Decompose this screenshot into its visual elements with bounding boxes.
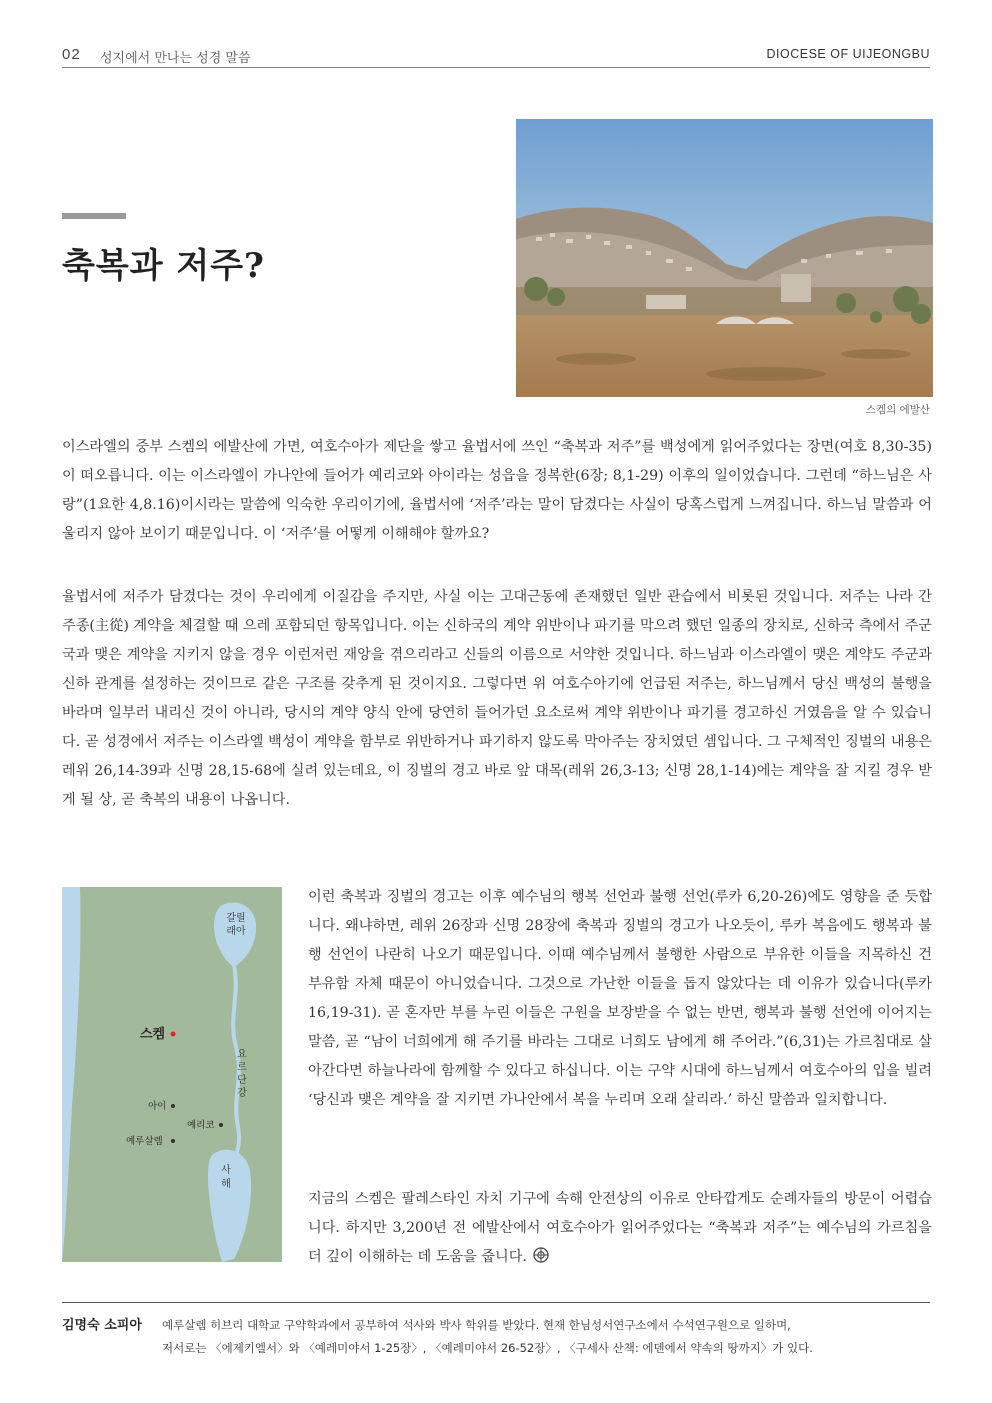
title-accent-bar bbox=[62, 213, 126, 219]
label-galilee-1: 갈릴 bbox=[226, 913, 246, 924]
label-jerusalem: 예루살렘 bbox=[126, 1136, 163, 1147]
section-title: 성지에서 만나는 성경 말씀 bbox=[100, 51, 251, 66]
paragraph-3: 이런 축복과 징벌의 경고는 이후 예수님의 행복 선언과 불행 선언(루카 6,20-26)에도 영향을 준 듯합니다. 왜냐하면, 레위 26장과 신명 28장에 축복과 징벌의 경고가 나오듯이, 루카 복음에도 행복과 불행 선언이 나란히 나오기 때문입니다. 이때 예수님께서 불행한 사람으로 부유한 이들을 지목하신 건 부유함 자체 때문이 아니었습니다. 그것으로 가난한 이들을 돕지 않았다는 데 이유가 있습니다(루카 16,19-31). 곧 혼자만 부를 누린 이들은 구원을 보장받을 수 없는 반면, 행복과 불행 선언에 이어지는 말씀, 곧 “남이 너희에게 해 주기를 바라는 그대로 너희도 남에게 해 주어라.”(6,31)는 가르침대로 살아간다면 하늘나라에 함께할 수 있다고 하십니다. 이는 구약 시대에 하느님께서 여호수아의 입을 빌려 ‘당신과 맺은 계약을 잘 지키면 가나안에서 복을 누리며 오래 살리라.’ 하신 말씀과 일치합니다. bbox=[308, 889, 932, 1108]
author-bio-line-2: 저서로는 〈에제키엘서〉와 〈예레미야서 1-25장〉, 〈예레미야서 26-52장〉, 〈구세사 산책: 에덴에서 약속의 땅까지〉가 있다. bbox=[162, 1341, 813, 1355]
author-name: 김명숙 소피아 bbox=[62, 1318, 142, 1333]
paragraph-4-text: 지금의 스켐은 팔레스타인 자치 기구에 속해 안전상의 이유로 안타깝게도 순례자들의 방문이 어렵습니다. 하지만 3,200년 전 에발산에서 여호수아가 읽어주었다는 “축복과 저주”는 예수님의 가르침을 더 깊이 이해하는 데 도움을 줍니다. bbox=[308, 1191, 932, 1265]
footer-divider bbox=[62, 1302, 930, 1303]
marker-shechem bbox=[171, 1032, 176, 1037]
paragraph-4 bbox=[308, 1185, 932, 1272]
author-bio bbox=[162, 1314, 932, 1360]
label-dead-sea-1: 사 bbox=[221, 1165, 231, 1176]
label-shechem: 스켐 bbox=[140, 1027, 166, 1042]
end-mark-icon bbox=[533, 1247, 549, 1263]
paragraph-2: 율법서에 저주가 담겼다는 것이 우리에게 이질감을 주지만, 사실 이는 고대근동에 존재했던 일반 관습에서 비롯된 것입니다. 저주는 나라 간 주종(主從) 계약을 체결할 때 으레 포함되던 항목입니다. 이는 신하국의 계약 위반이나 파기를 막으려 했던 일종의 장치로, 신하국 측에서 주군국과 맺은 계약을 지키지 않을 경우 이런저런 재앙을 겪으리라고 신들의 이름으로 서약한 것입니다. 하느님과 이스라엘이 맺은 계약도 주군과 신하 관계를 설정하는 것이므로 같은 구조를 갖추게 된 것이지요. 그렇다면 위 여호수아기에 언급된 저주는, 하느님께서 당신 백성의 불행을 바라며 일부러 내리신 것이 아니라, 당시의 계약 양식 안에 당연히 들어가던 요소로써 계약 위반이나 파기를 경고하신 거였음을 알 수 있습니다. 곧 성경에서 저주는 이스라엘 백성이 계약을 함부로 위반하거나 파기하지 않도록 막아주는 장치였던 셈입니다. 그 구체적인 징벌의 내용은 레위 26,14-39과 신명 28,15-68에 실려 있는데요, 이 징벌의 경고 바로 앞 대목(레위 26,3-13; 신명 28,1-14)에는 계약을 잘 지킬 경우 받게 될 상, 곧 축복의 내용이 나옵니다. bbox=[62, 589, 932, 808]
publisher-name: DIOCESE OF UIJEONGBU bbox=[766, 47, 930, 61]
holy-land-map bbox=[62, 887, 282, 1262]
paragraph-1: 이스라엘의 중부 스켐의 에발산에 가면, 여호수아가 제단을 쌓고 율법서에 쓰인 “축복과 저주”를 백성에게 읽어주었다는 장면(여호 8,30-35)이 떠오릅니다. 이는 이스라엘이 가나안에 들어가 예리코와 아이라는 성읍을 정복한(6장; 8,1-29) 이후의 일이었습니다. 그런데 “하느님은 사랑”(1요한 4,8.16)이시라는 말씀에 익숙한 우리이기에, 율법서에 ‘저주’라는 말이 담겼다는 사실이 당혹스럽게 느껴집니다. 하느님 말씀과 어울리지 않아 보이기 때문입니다. 이 ‘저주’를 어떻게 이해해야 할까요? bbox=[62, 439, 932, 542]
mount-ebal-photo bbox=[516, 119, 933, 397]
author-bio-line-1: 예루살렘 히브리 대학교 구약학과에서 공부하여 석사와 박사 학위를 받았다. 현재 한님성서연구소에서 수석연구원으로 일하며, bbox=[162, 1318, 791, 1332]
page-number: 02 bbox=[62, 46, 81, 63]
label-jericho: 예리코 bbox=[187, 1120, 215, 1131]
photo-caption: 스켐의 에발산 bbox=[865, 404, 930, 416]
marker-ai bbox=[171, 1104, 175, 1108]
label-galilee-2: 래아 bbox=[226, 926, 246, 937]
label-ai: 아이 bbox=[148, 1101, 167, 1112]
header-divider bbox=[62, 67, 930, 68]
label-jordan-4: 강 bbox=[237, 1088, 247, 1099]
label-jordan-1: 요 bbox=[237, 1049, 247, 1060]
marker-jericho bbox=[219, 1123, 223, 1127]
label-jordan-2: 르 bbox=[237, 1062, 247, 1073]
marker-jerusalem bbox=[171, 1139, 175, 1143]
label-jordan-3: 단 bbox=[237, 1075, 247, 1086]
label-dead-sea-2: 해 bbox=[221, 1179, 231, 1190]
article-title: 축복과 저주? bbox=[62, 246, 265, 286]
